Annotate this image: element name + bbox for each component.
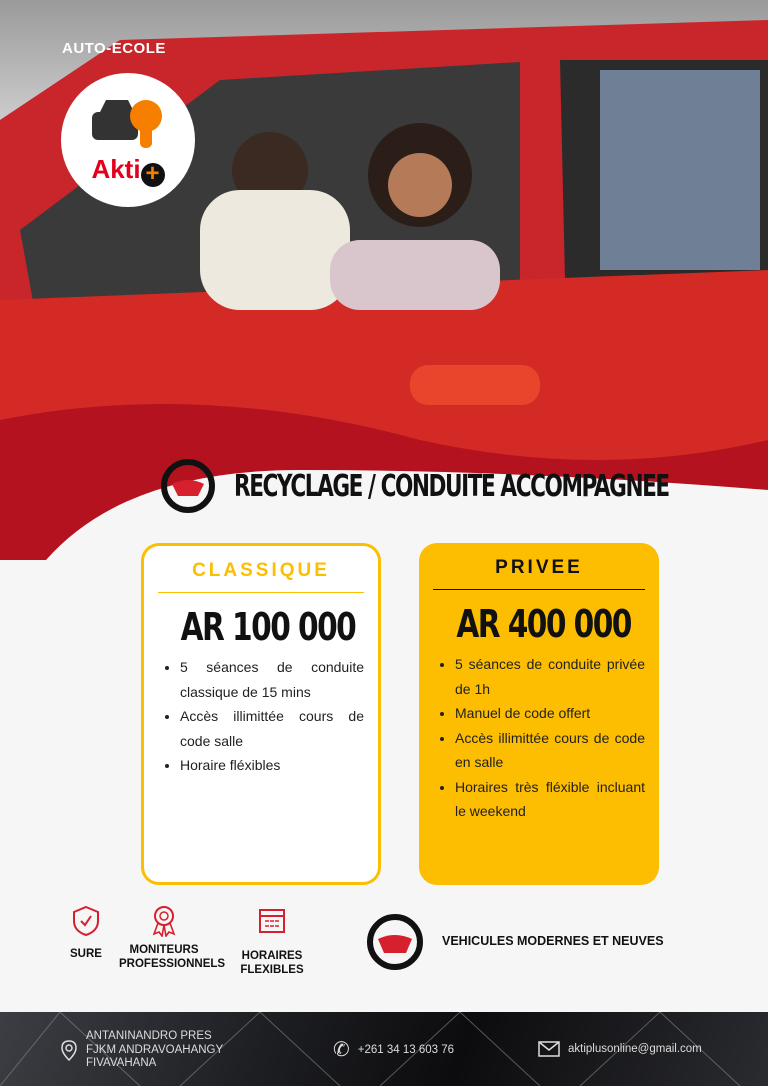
feature-label: MONITEURS PROFESSIONNELS (119, 944, 226, 970)
brand-label: AUTO-ECOLE (62, 40, 166, 57)
plan-feature: • Accès illimittée cours de code salle (180, 704, 364, 753)
plan-card-privee (419, 543, 659, 885)
plan-feature: • Horaire fléxibles (180, 753, 364, 778)
page-title: RECYCLAGE / CONDUITE ACCOMPAGNEE (234, 468, 669, 504)
logo-text (91, 154, 164, 187)
plan-feature: • Manuel de code offert (455, 701, 645, 726)
address-line: FJKM ANDRAVOAHANGY (86, 1043, 224, 1056)
footer (0, 1012, 768, 1086)
plan-card-classique (141, 543, 381, 885)
plan-price: AR 400 000 (456, 602, 631, 646)
footer-phone[interactable] (333, 1037, 454, 1062)
plan-feature: • 5 séances de conduite privée de 1h (455, 652, 645, 701)
plan-name: PRIVEE (433, 557, 645, 590)
phone-icon: ✆ (333, 1039, 350, 1061)
feature-moniteurs (104, 905, 224, 971)
features-row (0, 905, 768, 1005)
plan-price: AR 100 000 (180, 605, 356, 649)
car-moto-icon (88, 94, 168, 150)
plan-feature: • Horaires très fléxible incluant le weekend (455, 775, 645, 824)
logo (61, 73, 195, 207)
logo-word: Akti (91, 153, 141, 184)
location-pin-icon (60, 1039, 78, 1061)
plan-name: CLASSIQUE (158, 560, 364, 593)
feature-sure (64, 905, 108, 961)
address-line: ANTANINANDRO PRES (86, 1030, 212, 1042)
feature-label: HORAIRES FLEXIBLES (240, 950, 304, 976)
section-title (160, 458, 768, 514)
plan-feature: • Accès illimittée cours de code en salle (455, 726, 645, 775)
steering-wheel-icon (366, 913, 424, 971)
award-ribbon-icon (150, 905, 178, 937)
footer-email[interactable] (538, 1041, 702, 1057)
feature-horaires (236, 905, 308, 977)
footer-address (60, 1030, 223, 1071)
phone-number[interactable]: +261 34 13 603 76 (357, 1043, 455, 1056)
logo-plus: + (141, 163, 165, 187)
calendar-icon (258, 905, 286, 935)
email-address[interactable]: aktiplusonline@gmail.com (568, 1043, 702, 1055)
feature-vehicules: VEHICULES MODERNES ET NEUVES (442, 934, 664, 948)
steering-wheel-icon (160, 458, 216, 514)
address-line: FIVAVAHANA (86, 1057, 157, 1069)
feature-label: SURE (70, 948, 102, 960)
mail-icon (538, 1041, 560, 1057)
shield-check-icon (72, 905, 100, 937)
plan-feature: • 5 séances de conduite classique de 15 mins (180, 655, 364, 704)
